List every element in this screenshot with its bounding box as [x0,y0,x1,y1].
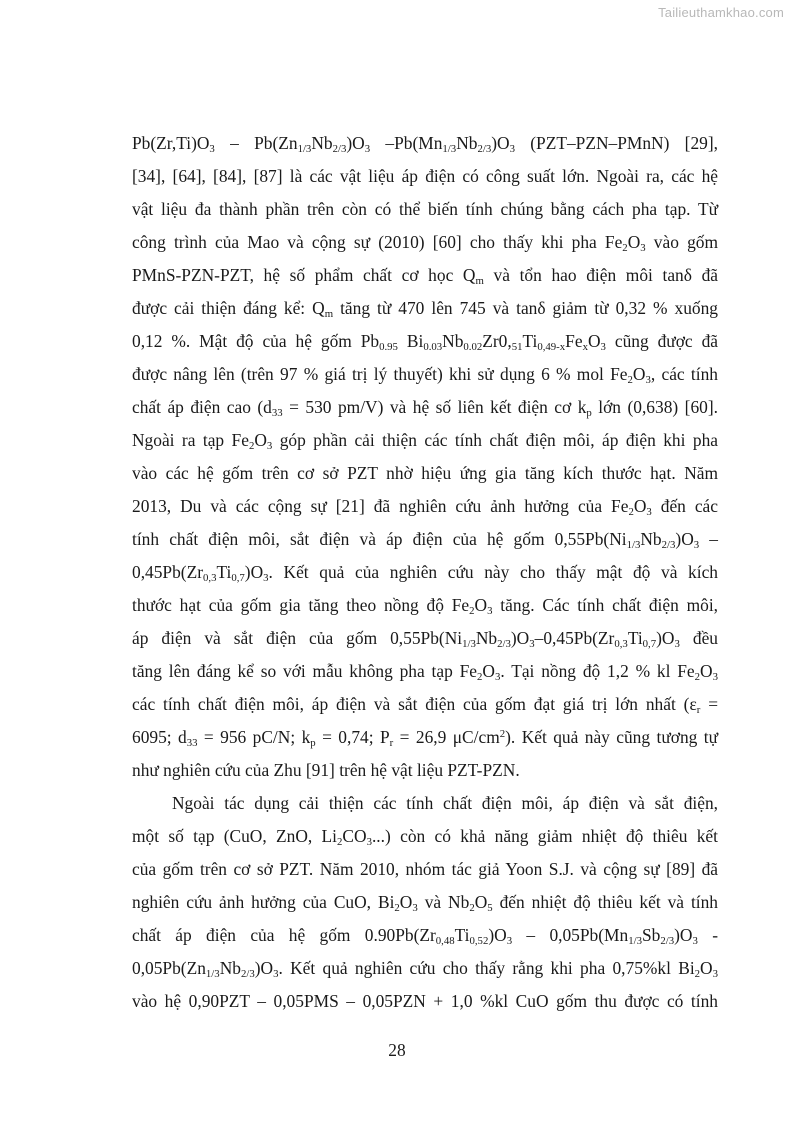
text-line: được cải thiện đáng kể: $Q_m$ tăng từ 470 lên 745 và tanδ giảm từ 0,32 % xuống [132,298,718,321]
text-line: áp điện và sắt điện của gốm $0,55Pb(Ni_{1/3}Nb_{2/3})O_3-0,45Pb(Zr_{0,3}Ti_{0,7})O_3$ đều [132,628,718,651]
text-line: thước hạt của gốm gia tăng theo nồng độ $Fe_2O_3$ tăng. Các tính chất điện môi, [132,595,718,618]
text-line: PMnS-PZN-PZT, hệ số phẩm chất cơ học $Q_m$ và tổn hao điện môi tanδ đã [132,265,718,288]
text-line: được nâng lên (trên 97 % giá trị lý thuyết) khi sử dụng 6 % mol $Fe_2O_3$, các tính [132,364,718,387]
text-line: tăng lên đáng kể so với mẫu không pha tạp $Fe_2O_3$. Tại nồng độ 1,2 % kl $Fe_2O_3$ [132,661,718,684]
text-line: Ngoài ra tạp $Fe_2O_3$ góp phần cải thiện các tính chất điện môi, áp điện khi pha [132,430,718,453]
text-line: vào các hệ gốm trên cơ sở PZT nhờ hiệu ứng gia tăng kích thước hạt. Năm [132,463,718,483]
text-line: vào hệ 0,90PZT – 0,05PMS – 0,05PZN + 1,0 %kl CuO gốm thu được có tính [132,991,718,1011]
text-line: các tính chất điện môi, áp điện và sắt điện của gốm đạt giá trị lớn nhất ($\varepsilon_r$ = [132,694,719,717]
text-line: Ngoài tác dụng cải thiện các tính chất điện môi, áp điện và sắt điện, [172,793,718,813]
text-line: chất áp điện cao ($d_{33} = 530$ pm/V) và hệ số liên kết điện cơ $k_p$ lớn (0,638) [60]. [132,397,718,420]
text-line: [34], [64], [84], [87] là các vật liệu áp điện có công suất lớn. Ngoài ra, các hệ [132,166,718,186]
text-line: $0,45Pb(Zr_{0,3}Ti_{0,7})O_3$. Kết quả của nghiên cứu này cho thấy mật độ và kích [132,562,718,585]
text-line: một số tạp (CuO, ZnO, $Li_2CO_3$...) còn có khả năng giảm nhiệt độ thiêu kết [132,826,718,849]
text-line: $Pb(Zr,Ti)O_3 - Pb(Zn_{1/3}Nb_{2/3})O_3$ $-Pb(Mn_{1/3}Nb_{2/3})O_3$ (PZT–PZN–PMnN) [29], [132,133,718,156]
text-line: của gốm trên cơ sở PZT. Năm 2010, nhóm tác giả Yoon S.J. và cộng sự [89] đã [132,859,718,879]
text-line: công trình của Mao và cộng sự (2010) [60] cho thấy khi pha $Fe_2O_3$ vào gốm [132,232,718,255]
text-line: như nghiên cứu của Zhu [91] trên hệ vật liệu PZT-PZN. [132,760,520,780]
watermark: Tailieuthamkhao.com [658,5,784,20]
text-line: 6095; $d_{33} = 956$ pC/N; $k_p = 0,74$; $P_r = 26,9$ $\mu C/cm^2$). Kết quả này cũng tương tự [132,727,719,750]
text-line: chất áp điện của hệ gốm $0.90Pb(Zr_{0,48}Ti_{0,52})O_3 - 0,05Pb(Mn_{1/3}Sb_{2/3})O_3$ - [132,925,718,948]
page-number: 28 [388,1040,406,1060]
text-line: nghiên cứu ảnh hưởng của CuO, $Bi_2O_3$ và $Nb_2O_5$ đến nhiệt độ thiêu kết và tính [132,892,718,915]
text-line: 2013, Du và các cộng sự [21] đã nghiên cứu ảnh hưởng của $Fe_2O_3$ đến các [132,496,718,519]
text-line: tính chất điện môi, sắt điện và áp điện của hệ gốm $0,55Pb(Ni_{1/3}Nb_{2/3})O_3$ – [132,529,718,552]
text-line: vật liệu đa thành phần trên còn có thể biến tính chúng bằng cách pha tạp. Từ [132,199,718,219]
text-line: $0,05Pb(Zn_{1/3}Nb_{2/3})O_3$. Kết quả nghiên cứu cho thấy rằng khi pha 0,75%kl $Bi_2O_3$ [132,958,718,981]
text-line: 0,12 %. Mật độ của hệ gốm $Pb_{0.95}$ $Bi_{0.03}Nb_{0.02}Zr0,_{51}Ti_{0,49-x}Fe_xO_3$ cũng được đã [132,331,718,354]
